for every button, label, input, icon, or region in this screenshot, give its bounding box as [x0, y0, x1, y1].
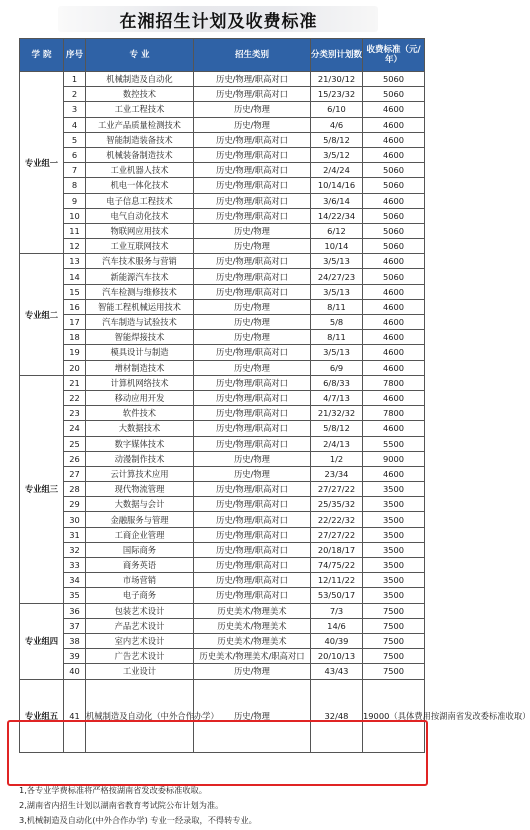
cell-fee: 4600 [363, 345, 425, 360]
cell-plan: 20/10/13 [311, 649, 363, 664]
cell-plan: 3/5/13 [311, 254, 363, 269]
footnotes [19, 783, 424, 828]
table-row [20, 147, 425, 162]
cell-fee: 7500 [363, 618, 425, 633]
cell-plan: 22/22/32 [311, 512, 363, 527]
cell-major: 电子商务 [86, 588, 194, 603]
cell-category: 历史/物理/职高对口 [194, 482, 311, 497]
cell-fee: 7800 [363, 406, 425, 421]
cell-plan: 6/10 [311, 102, 363, 117]
cell-category: 历史/物理/职高对口 [194, 390, 311, 405]
cell-no: 30 [64, 512, 86, 527]
cell-fee: 5060 [363, 178, 425, 193]
cell-fee: 7500 [363, 633, 425, 648]
cell-fee: 4600 [363, 466, 425, 481]
cell-major: 移动应用开发 [86, 390, 194, 405]
cell-major: 工业工程技术 [86, 102, 194, 117]
cell-no: 38 [64, 633, 86, 648]
cell-category: 历史/物理/职高对口 [194, 269, 311, 284]
cell-category: 历史/物理/职高对口 [194, 193, 311, 208]
cell-fee: 4600 [363, 117, 425, 132]
cell-plan: 6/12 [311, 223, 363, 238]
cell-no: 28 [64, 482, 86, 497]
cell-category: 历史/物理 [194, 239, 311, 254]
cell-fee: 3500 [363, 588, 425, 603]
table-row [20, 72, 425, 87]
cell-major: 汽车检测与维修技术 [86, 284, 194, 299]
cell-category: 历史/物理/职高对口 [194, 406, 311, 421]
cell-no: 31 [64, 527, 86, 542]
table-row [20, 375, 425, 390]
cell-plan: 24/27/23 [311, 269, 363, 284]
table-row [20, 269, 425, 284]
table-row [20, 390, 425, 405]
table-row [20, 132, 425, 147]
table-row [20, 679, 425, 752]
cell-no: 3 [64, 102, 86, 117]
cell-plan: 27/27/22 [311, 527, 363, 542]
cell-no: 6 [64, 147, 86, 162]
group-label: 专业组三 [20, 375, 64, 603]
cell-category: 历史/物理/职高对口 [194, 421, 311, 436]
cell-category: 历史美术/物理美术 [194, 618, 311, 633]
cell-plan: 21/30/12 [311, 72, 363, 87]
cell-no: 8 [64, 178, 86, 193]
cell-plan: 7/3 [311, 603, 363, 618]
table-row [20, 649, 425, 664]
cell-category: 历史/物理/职高对口 [194, 345, 311, 360]
cell-category: 历史美术/物理美术/职高对口 [194, 649, 311, 664]
cell-major: 机械制造及自动化 [86, 72, 194, 87]
table-row [20, 117, 425, 132]
cell-plan: 43/43 [311, 664, 363, 679]
cell-fee: 3500 [363, 573, 425, 588]
cell-category: 历史/物理/职高对口 [194, 497, 311, 512]
cell-plan: 3/5/13 [311, 345, 363, 360]
table-row [20, 163, 425, 178]
table-row [20, 573, 425, 588]
cell-category: 历史/物理/职高对口 [194, 147, 311, 162]
cell-major: 动漫制作技术 [86, 451, 194, 466]
cell-major: 商务英语 [86, 558, 194, 573]
footnote-3: 3,机械制造及自动化(中外合作办学) 专业一经录取，不得转专业。 [19, 815, 257, 825]
cell-no: 41 [64, 679, 86, 752]
table-row [20, 315, 425, 330]
cell-category: 历史/物理/职高对口 [194, 375, 311, 390]
cell-major: 包装艺术设计 [86, 603, 194, 618]
page-title-area [0, 0, 437, 36]
cell-category: 历史/物理 [194, 102, 311, 117]
cell-fee: 4600 [363, 390, 425, 405]
cell-no: 17 [64, 315, 86, 330]
cell-category: 历史/物理/职高对口 [194, 254, 311, 269]
cell-plan: 4/7/13 [311, 390, 363, 405]
table-row [20, 618, 425, 633]
cell-major: 工业产品质量检测技术 [86, 117, 194, 132]
table-row [20, 512, 425, 527]
cell-major: 工业机器人技术 [86, 163, 194, 178]
cell-no: 35 [64, 588, 86, 603]
table-row [20, 451, 425, 466]
cell-category: 历史/物理 [194, 679, 311, 752]
cell-category: 历史/物理 [194, 223, 311, 238]
cell-major: 汽车制造与试验技术 [86, 315, 194, 330]
cell-major: 汽车技术服务与营销 [86, 254, 194, 269]
cell-no: 12 [64, 239, 86, 254]
cell-fee: 19000（具体费用按湖南省发改委标准收取） [363, 679, 425, 752]
cell-major: 新能源汽车技术 [86, 269, 194, 284]
cell-category: 历史/物理 [194, 664, 311, 679]
group-label: 专业组五 [20, 679, 64, 752]
cell-category: 历史/物理 [194, 330, 311, 345]
cell-major: 产品艺术设计 [86, 618, 194, 633]
table-row [20, 208, 425, 223]
cell-plan: 23/34 [311, 466, 363, 481]
cell-no: 5 [64, 132, 86, 147]
cell-no: 24 [64, 421, 86, 436]
cell-plan: 2/4/13 [311, 436, 363, 451]
cell-no: 37 [64, 618, 86, 633]
cell-no: 1 [64, 72, 86, 87]
table-row [20, 87, 425, 102]
cell-major: 增材制造技术 [86, 360, 194, 375]
cell-no: 13 [64, 254, 86, 269]
table-row [20, 664, 425, 679]
cell-major: 国际商务 [86, 542, 194, 557]
table-row [20, 603, 425, 618]
cell-plan: 5/8/12 [311, 132, 363, 147]
cell-no: 20 [64, 360, 86, 375]
cell-fee: 4600 [363, 421, 425, 436]
cell-major: 模具设计与制造 [86, 345, 194, 360]
cell-fee: 5060 [363, 72, 425, 87]
cell-category: 历史/物理/职高对口 [194, 284, 311, 299]
cell-fee: 4600 [363, 193, 425, 208]
cell-category: 历史美术/物理美术 [194, 633, 311, 648]
cell-major: 智能制造装备技术 [86, 132, 194, 147]
cell-plan: 8/11 [311, 299, 363, 314]
cell-fee: 4600 [363, 330, 425, 345]
cell-fee: 7800 [363, 375, 425, 390]
cell-major: 物联网应用技术 [86, 223, 194, 238]
cell-category: 历史/物理/职高对口 [194, 132, 311, 147]
cell-no: 21 [64, 375, 86, 390]
table-row [20, 360, 425, 375]
cell-major: 云计算技术应用 [86, 466, 194, 481]
cell-category: 历史/物理/职高对口 [194, 573, 311, 588]
cell-major: 数字媒体技术 [86, 436, 194, 451]
cell-plan: 5/8 [311, 315, 363, 330]
cell-no: 16 [64, 299, 86, 314]
cell-category: 历史/物理/职高对口 [194, 436, 311, 451]
cell-no: 19 [64, 345, 86, 360]
cell-major: 大数据与会计 [86, 497, 194, 512]
cell-no: 34 [64, 573, 86, 588]
cell-no: 2 [64, 87, 86, 102]
cell-plan: 3/5/12 [311, 147, 363, 162]
cell-plan: 6/9 [311, 360, 363, 375]
table-row [20, 497, 425, 512]
cell-fee: 4600 [363, 147, 425, 162]
cell-category: 历史/物理/职高对口 [194, 72, 311, 87]
table-row [20, 330, 425, 345]
cell-fee: 7500 [363, 649, 425, 664]
cell-no: 10 [64, 208, 86, 223]
cell-major: 机械装备制造技术 [86, 147, 194, 162]
cell-major: 机械制造及自动化（中外合作办学） [86, 679, 194, 752]
group-label: 专业组四 [20, 603, 64, 679]
footnote-1: 1,各专业学费标准将严格按湖南省发改委标准收取。 [19, 785, 207, 795]
cell-category: 历史/物理 [194, 315, 311, 330]
cell-fee: 5060 [363, 269, 425, 284]
cell-plan: 20/18/17 [311, 542, 363, 557]
cell-major: 金融服务与管理 [86, 512, 194, 527]
table-row [20, 284, 425, 299]
cell-major: 工业设计 [86, 664, 194, 679]
cell-fee: 4600 [363, 132, 425, 147]
header-plan: 分类别计划数 [311, 39, 363, 72]
table-row [20, 542, 425, 557]
header-group: 学 院 [20, 39, 64, 72]
cell-plan: 40/39 [311, 633, 363, 648]
cell-no: 29 [64, 497, 86, 512]
table-row [20, 239, 425, 254]
cell-fee: 5060 [363, 87, 425, 102]
cell-major: 智能工程机械运用技术 [86, 299, 194, 314]
cell-category: 历史/物理/职高对口 [194, 208, 311, 223]
table-row [20, 482, 425, 497]
cell-no: 33 [64, 558, 86, 573]
cell-plan: 6/8/33 [311, 375, 363, 390]
cell-plan: 14/6 [311, 618, 363, 633]
cell-fee: 3500 [363, 527, 425, 542]
cell-no: 27 [64, 466, 86, 481]
cell-no: 11 [64, 223, 86, 238]
cell-plan: 25/35/32 [311, 497, 363, 512]
cell-category: 历史/物理/职高对口 [194, 178, 311, 193]
cell-major: 电子信息工程技术 [86, 193, 194, 208]
group-label: 专业组一 [20, 72, 64, 254]
cell-no: 14 [64, 269, 86, 284]
cell-category: 历史/物理 [194, 117, 311, 132]
cell-no: 18 [64, 330, 86, 345]
table-row [20, 421, 425, 436]
cell-fee: 4600 [363, 315, 425, 330]
table-row [20, 345, 425, 360]
cell-category: 历史/物理/职高对口 [194, 542, 311, 557]
group-label: 专业组二 [20, 254, 64, 376]
cell-category: 历史/物理/职高对口 [194, 163, 311, 178]
cell-plan: 2/4/24 [311, 163, 363, 178]
cell-category: 历史/物理 [194, 360, 311, 375]
cell-major: 软件技术 [86, 406, 194, 421]
cell-category: 历史/物理/职高对口 [194, 87, 311, 102]
cell-major: 工商企业管理 [86, 527, 194, 542]
table-row [20, 527, 425, 542]
cell-major: 工业互联网技术 [86, 239, 194, 254]
cell-plan: 5/8/12 [311, 421, 363, 436]
header-no: 序号 [64, 39, 86, 72]
table-row [20, 436, 425, 451]
table-row [20, 193, 425, 208]
table-row [20, 254, 425, 269]
cell-category: 历史/物理 [194, 466, 311, 481]
cell-no: 9 [64, 193, 86, 208]
table-row [20, 588, 425, 603]
table-row [20, 102, 425, 117]
cell-fee: 5060 [363, 239, 425, 254]
cell-category: 历史/物理 [194, 299, 311, 314]
cell-fee: 4600 [363, 102, 425, 117]
cell-plan: 21/32/32 [311, 406, 363, 421]
cell-plan: 3/6/14 [311, 193, 363, 208]
cell-fee: 4600 [363, 284, 425, 299]
footnote-2: 2,湖南省内招生计划以湖南省教育考试院公布计划为准。 [19, 800, 224, 810]
cell-fee: 3500 [363, 482, 425, 497]
cell-no: 39 [64, 649, 86, 664]
table-row [20, 466, 425, 481]
table-row [20, 633, 425, 648]
cell-plan: 10/14/16 [311, 178, 363, 193]
table-row [20, 178, 425, 193]
cell-no: 23 [64, 406, 86, 421]
cell-plan: 10/14 [311, 239, 363, 254]
header-fee: 收费标准（元/年） [363, 39, 425, 72]
table-row [20, 558, 425, 573]
table-row [20, 223, 425, 238]
cell-category: 历史/物理/职高对口 [194, 588, 311, 603]
cell-plan: 32/48 [311, 679, 363, 752]
cell-no: 4 [64, 117, 86, 132]
cell-fee: 5060 [363, 163, 425, 178]
cell-fee: 3500 [363, 497, 425, 512]
cell-major: 室内艺术设计 [86, 633, 194, 648]
cell-major: 数控技术 [86, 87, 194, 102]
cell-fee: 9000 [363, 451, 425, 466]
cell-no: 22 [64, 390, 86, 405]
cell-fee: 3500 [363, 558, 425, 573]
cell-plan: 27/27/22 [311, 482, 363, 497]
cell-plan: 4/6 [311, 117, 363, 132]
cell-major: 广告艺术设计 [86, 649, 194, 664]
cell-fee: 4600 [363, 360, 425, 375]
cell-category: 历史/物理 [194, 451, 311, 466]
header-category: 招生类别 [194, 39, 311, 72]
cell-category: 历史/物理/职高对口 [194, 512, 311, 527]
cell-fee: 7500 [363, 603, 425, 618]
cell-major: 现代物流管理 [86, 482, 194, 497]
cell-major: 电气自动化技术 [86, 208, 194, 223]
table-header-row [20, 39, 425, 72]
cell-plan: 14/22/34 [311, 208, 363, 223]
cell-no: 36 [64, 603, 86, 618]
cell-fee: 7500 [363, 664, 425, 679]
cell-plan: 12/11/22 [311, 573, 363, 588]
table-body [20, 72, 530, 753]
cell-plan: 3/5/13 [311, 284, 363, 299]
cell-plan: 53/50/17 [311, 588, 363, 603]
cell-plan: 15/23/32 [311, 87, 363, 102]
cell-major: 计算机网络技术 [86, 375, 194, 390]
cell-fee: 3500 [363, 512, 425, 527]
cell-no: 32 [64, 542, 86, 557]
cell-fee: 5060 [363, 208, 425, 223]
cell-fee: 5500 [363, 436, 425, 451]
cell-major: 市场营销 [86, 573, 194, 588]
cell-fee: 5060 [363, 223, 425, 238]
cell-major: 大数据技术 [86, 421, 194, 436]
table-row [20, 299, 425, 314]
cell-major: 智能焊接技术 [86, 330, 194, 345]
enrollment-table [19, 38, 530, 753]
cell-plan: 1/2 [311, 451, 363, 466]
header-major: 专 业 [86, 39, 194, 72]
cell-no: 15 [64, 284, 86, 299]
cell-fee: 4600 [363, 254, 425, 269]
cell-no: 26 [64, 451, 86, 466]
cell-fee: 4600 [363, 299, 425, 314]
cell-no: 7 [64, 163, 86, 178]
cell-no: 40 [64, 664, 86, 679]
cell-plan: 74/75/22 [311, 558, 363, 573]
table-row [20, 406, 425, 421]
cell-no: 25 [64, 436, 86, 451]
cell-category: 历史/物理/职高对口 [194, 527, 311, 542]
cell-major: 机电一体化技术 [86, 178, 194, 193]
cell-category: 历史/物理/职高对口 [194, 558, 311, 573]
cell-fee: 3500 [363, 542, 425, 557]
page-title: 在湘招生计划及收费标准 [119, 12, 318, 32]
cell-plan: 8/11 [311, 330, 363, 345]
cell-category: 历史美术/物理美术 [194, 603, 311, 618]
